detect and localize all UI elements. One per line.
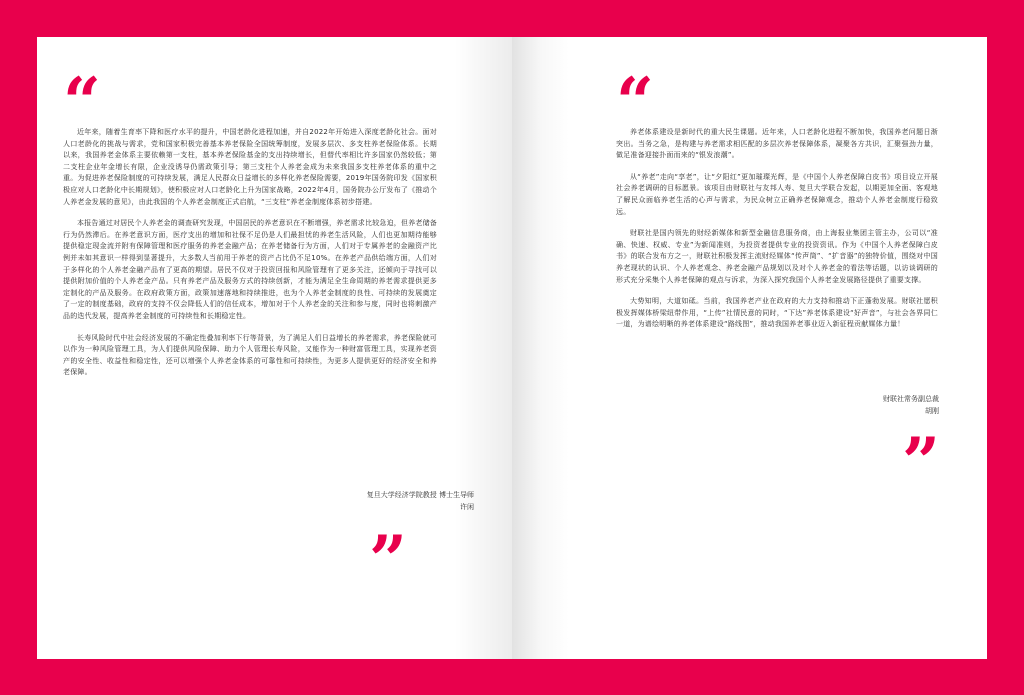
left-body-text xyxy=(63,127,437,389)
right-paragraph-4: 大势知明，大道如砥。当前，我国养老产业在政府的大力支持和推动下正蓬勃发展。财联社愿积极发挥媒体桥梁纽带作用，“上传”社情民意的同时，“下达”养老体系建设“好声音”，与社会各界同仁一道，为谱绘明晰的养老体系建设“路线图”，推动我国养老事业迈入新征程贡献媒体力量！ xyxy=(616,297,938,329)
left-signature xyxy=(174,489,474,513)
left-signature-name: 许闲 xyxy=(460,503,474,511)
right-signature-name: 胡刚 xyxy=(925,407,939,415)
right-signature-title: 财联社常务副总裁 xyxy=(883,395,939,403)
right-body-text xyxy=(616,127,938,341)
magazine-spread xyxy=(37,37,987,659)
open-quote-mark: “ xyxy=(63,63,101,141)
right-page xyxy=(512,37,987,659)
open-quote-mark: “ xyxy=(616,63,654,141)
left-page xyxy=(37,37,512,659)
close-quote-mark: ” xyxy=(369,521,407,599)
left-paragraph-1: 近年来，随着生育率下降和医疗水平的提升，中国老龄化进程加速，并自2022年开始进入深度老龄化社会。面对人口老龄化的挑战与需求，党和国家积极完善基本养老保险全国统筹制度，发展多层次、多支柱养老保险体系。长期以来，我国养老金体系主要依赖第一支柱，基本养老保险基金的支出持续增长，但替代率相比许多国家仍然较低；第二支柱企业年金增长有限，企业没诱导仍需政策引导；第三支柱个人养老金成为未来我国多支柱养老体系的重中之重。为促进养老保险制度的可持续发展，满足人民群众日益增长的多样化养老保险需要，2019年国务院印发《国家积极应对人口老龄化中长期规划》，使积极应对人口老龄化上升为国家战略，2022年4月，国务院办公厅发布了《推动个人养老金发展的意见》，由此我国的个人养老金制度正式启航，“三支柱”养老金制度体系初步搭建。 xyxy=(63,128,437,206)
right-paragraph-3: 财联社是国内领先的财经新媒体和新型金融信息服务商，由上海报业集团主管主办，公司以“准确、快速、权威、专业”为新闻准则，为投资者提供专业的投资资讯。作为《中国个人养老保障白皮书》的联合发布方之一，财联社积极发挥主流财经媒体“传声筒”、“扩音器”的独特价值，围绕对中国养老现状的认识、个人养老观念、养老金融产品规划以及对个人养老金的看法等话题，以访谈调研的形式充分采集个人养老保障的观点与诉求，为深入探究我国个人养老金发展路径提供了重要支撑。 xyxy=(616,229,938,284)
right-signature xyxy=(739,393,939,417)
left-signature-title: 复旦大学经济学院教授 博士生导师 xyxy=(366,491,474,499)
close-quote-mark: ” xyxy=(902,423,940,501)
right-paragraph-1: 养老体系建设是新时代的重大民生课题。近年来，人口老龄化进程不断加快，我国养老问题日渐突出。当务之急，是构建与养老需求相匹配的多层次养老保障体系，凝聚各方共识，汇聚强劲力量，做足准备迎接扑面而来的“银发浪潮”。 xyxy=(616,128,938,160)
right-paragraph-2: 从“养老”走向“享老”，让“夕阳红”更加璀璨光辉，是《中国个人养老保障白皮书》项目设立开展社会养老调研的目标愿景。该项目由财联社与友邦人寿、复旦大学联合发起，以期更加全面、客观地了解民众面临养老生活的心声与需求，为民众树立正确养老保障观念，推动个人养老金制度行稳致远。 xyxy=(616,172,938,216)
left-paragraph-2: 本报告通过对居民个人养老金的调查研究发现，中国居民的养老意识在不断增强，养老需求比较急迫，但养老储备行为仍然滞后。在养老意识方面，医疗支出的增加和社保不足仍是人们最担忧的养老生活风险，人们也更加期待能够提供稳定现金流并附有保障管理和医疗服务的养老金融产品；在养老储备行为方面，人们对于专属养老的金融资产比例并未如其意识一样得到显著提升，大多数人当前用于养老的资产占比仍不足10%。在养老产品供给端方面，人们对于多样化的个人养老金融产品有了更高的期望。居民不仅对于投资回报和风险管理有了更多关注，还倾向于寻找可以提供附加价值的个人养老金产品。只有养老产品及服务方式的持续创新，才能为满足全生命周期的养老需求提供更多定制化的产品及服务。在政府政策方面，政策加速落地和持续推进，也为个人养老金制度的良性、可持续的发展奠定了一定的制度基础，政府的支持不仅会降低人们的信任成本，增加对于个人养老金的关注和参与度，同时也将刺激产品的迭代发展，提高养老金制度的可持续性和长期稳定性。 xyxy=(63,219,437,320)
left-paragraph-3: 长寿风险时代中社会经济发展的不确定性叠加利率下行等背景，为了满足人们日益增长的养老需求，养老保险就可以作为一种风险管理工具，为人们提供风险保障、助力个人管理长寿风险，又能作为一种财富管理工具，实现养老资产的安全性、收益性和稳定性，还可以增强个人养老金体系的可靠性和可持续性，为更多人提供更好的经济安全和养老保障。 xyxy=(63,333,437,377)
